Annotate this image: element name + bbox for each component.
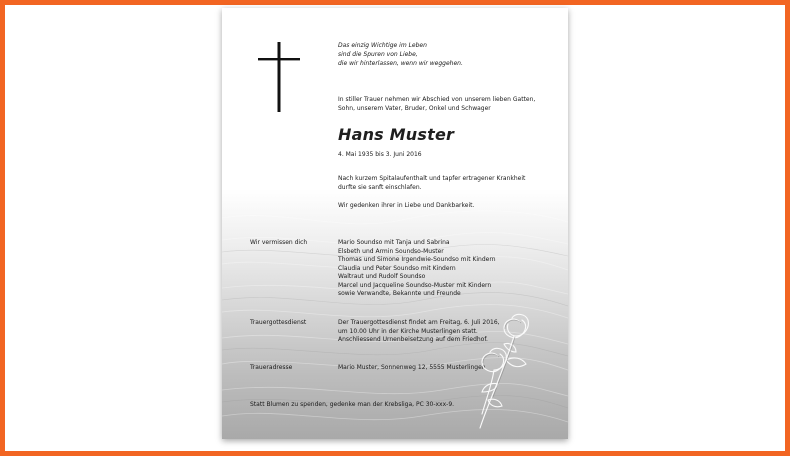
illness-line: Nach kurzem Spitalaufenthalt und tapfer ertragener Krankheit — [338, 175, 526, 182]
address-value: Mario Muster, Sonnenweg 12, 5555 Musterlingen — [338, 364, 486, 371]
mourner-line: sowie Verwandte, Bekannte und Freunde — [338, 290, 461, 297]
donation-note: Statt Blumen zu spenden, gedenke man der Krebsliga, PC 30-xxx-9. — [250, 401, 455, 408]
mourners-label: Wir vermissen dich — [250, 239, 308, 246]
motto-line: Das einzig Wichtige im Leben — [338, 42, 427, 49]
service-line: um 10.00 Uhr in der Kirche Musterlingen statt. — [338, 327, 478, 335]
mourner-line: Claudia und Peter Soundso mit Kindern — [338, 264, 456, 272]
motto-line: die wir hinterlassen, wenn wir weggehen. — [338, 60, 463, 67]
mourner-line: Elsbeth und Armin Soundso-Muster — [338, 247, 444, 255]
mourner-line: Waltraut und Rudolf Soundso — [338, 273, 426, 280]
life-dates: 4. Mai 1935 bis 3. Juni 2016 — [338, 151, 422, 158]
motto-line: sind die Spuren von Liebe, — [338, 51, 418, 58]
service-line: Der Trauergottesdienst findet am Freitag, 6. Juli 2016, — [338, 319, 500, 326]
illness-line: durfte sie sanft einschlafen. — [338, 184, 422, 191]
thanks-line: Wir gedenken ihrer in Liebe und Dankbarkeit. — [338, 202, 475, 209]
intro-line: In stiller Trauer nehmen wir Abschied von unserem lieben Gatten, — [338, 96, 536, 103]
deceased-name: Hans Muster — [338, 125, 455, 144]
mourner-line: Mario Soundso mit Tanja und Sabrina — [338, 239, 450, 246]
service-label: Trauergottesdienst — [250, 319, 307, 326]
address-label: Traueradresse — [250, 364, 293, 371]
intro-line: Sohn, unserem Vater, Bruder, Onkel und Schwager — [338, 105, 491, 112]
obituary-card — [222, 8, 568, 439]
mourner-line: Marcel und Jacqueline Soundso-Muster mit Kindern — [338, 281, 492, 289]
cross-icon — [258, 42, 300, 112]
service-line: Anschliessend Urnenbeisetzung auf dem Friedhof. — [338, 336, 488, 343]
rose-icon — [468, 304, 558, 434]
mourner-line: Thomas und Simone Irgendwie-Soundso mit Kindern — [338, 256, 496, 263]
